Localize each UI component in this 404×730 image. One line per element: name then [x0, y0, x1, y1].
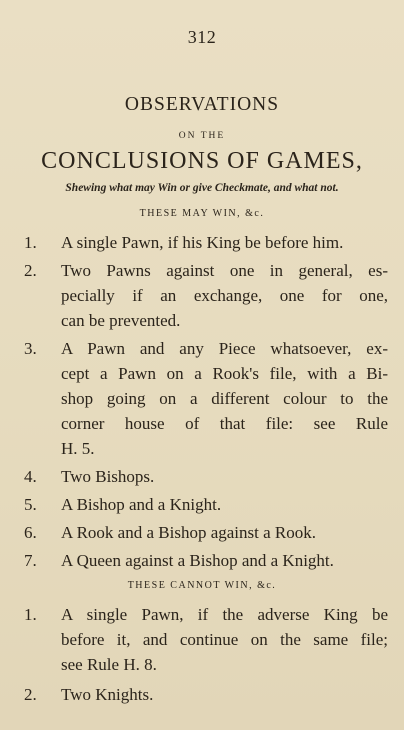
- item-line: A Bishop and a Knight.: [61, 495, 222, 514]
- list-item: [24, 520, 388, 545]
- item-number: 2.: [24, 685, 37, 704]
- item-number: 2.: [24, 261, 37, 280]
- list-item: [24, 464, 388, 489]
- section-heading-cannot-win: THESE CANNOT WIN, &c.: [127, 580, 277, 591]
- list-item: [24, 548, 388, 573]
- item-line: can be prevented.: [61, 311, 181, 330]
- page-number: 312: [187, 27, 217, 47]
- item-line: pecially if an exchange, one for one,: [61, 286, 388, 305]
- title-connector: ON THE: [178, 131, 226, 141]
- item-number: 1.: [24, 233, 37, 252]
- list-item: [24, 682, 388, 707]
- item-line: shop going on a different colour to the: [61, 389, 388, 408]
- italic-subtitle: Shewing what may Win or give Checkmate, and what not.: [65, 182, 339, 194]
- item-line: Two Bishops.: [61, 467, 155, 486]
- item-line: Two Pawns against one in general, es-: [61, 261, 388, 280]
- item-line: A single Pawn, if his King be before him.: [61, 233, 344, 252]
- item-line: before it, and continue on the same file;: [61, 630, 388, 649]
- item-number: 6.: [24, 523, 37, 542]
- list-item: [24, 258, 388, 333]
- item-line: corner house of that file: see Rule: [61, 414, 388, 433]
- item-line: cept a Pawn on a Rook's file, with a Bi-: [61, 364, 388, 383]
- item-line: A Pawn and any Piece whatsoever, ex-: [61, 339, 388, 358]
- section-heading-may-win: THESE MAY WIN, &c.: [139, 208, 265, 219]
- item-line: Two Knights.: [61, 685, 154, 704]
- item-line: H. 5.: [61, 439, 95, 458]
- item-line: A single Pawn, if the adverse King be: [61, 605, 388, 624]
- item-line: A Rook and a Bishop against a Rook.: [61, 523, 316, 542]
- list-item: [24, 492, 388, 517]
- item-number: 1.: [24, 605, 37, 624]
- list-item: [24, 336, 388, 461]
- list-item: [24, 602, 388, 677]
- item-line: see Rule H. 8.: [61, 655, 157, 674]
- item-number: 3.: [24, 339, 37, 358]
- list-item: [24, 230, 388, 255]
- main-heading: CONCLUSIONS OF GAMES,: [41, 148, 363, 174]
- item-number: 7.: [24, 551, 37, 570]
- item-number: 4.: [24, 467, 37, 486]
- page-title: OBSERVATIONS: [124, 94, 280, 115]
- item-number: 5.: [24, 495, 37, 514]
- item-line: A Queen against a Bishop and a Knight.: [61, 551, 334, 570]
